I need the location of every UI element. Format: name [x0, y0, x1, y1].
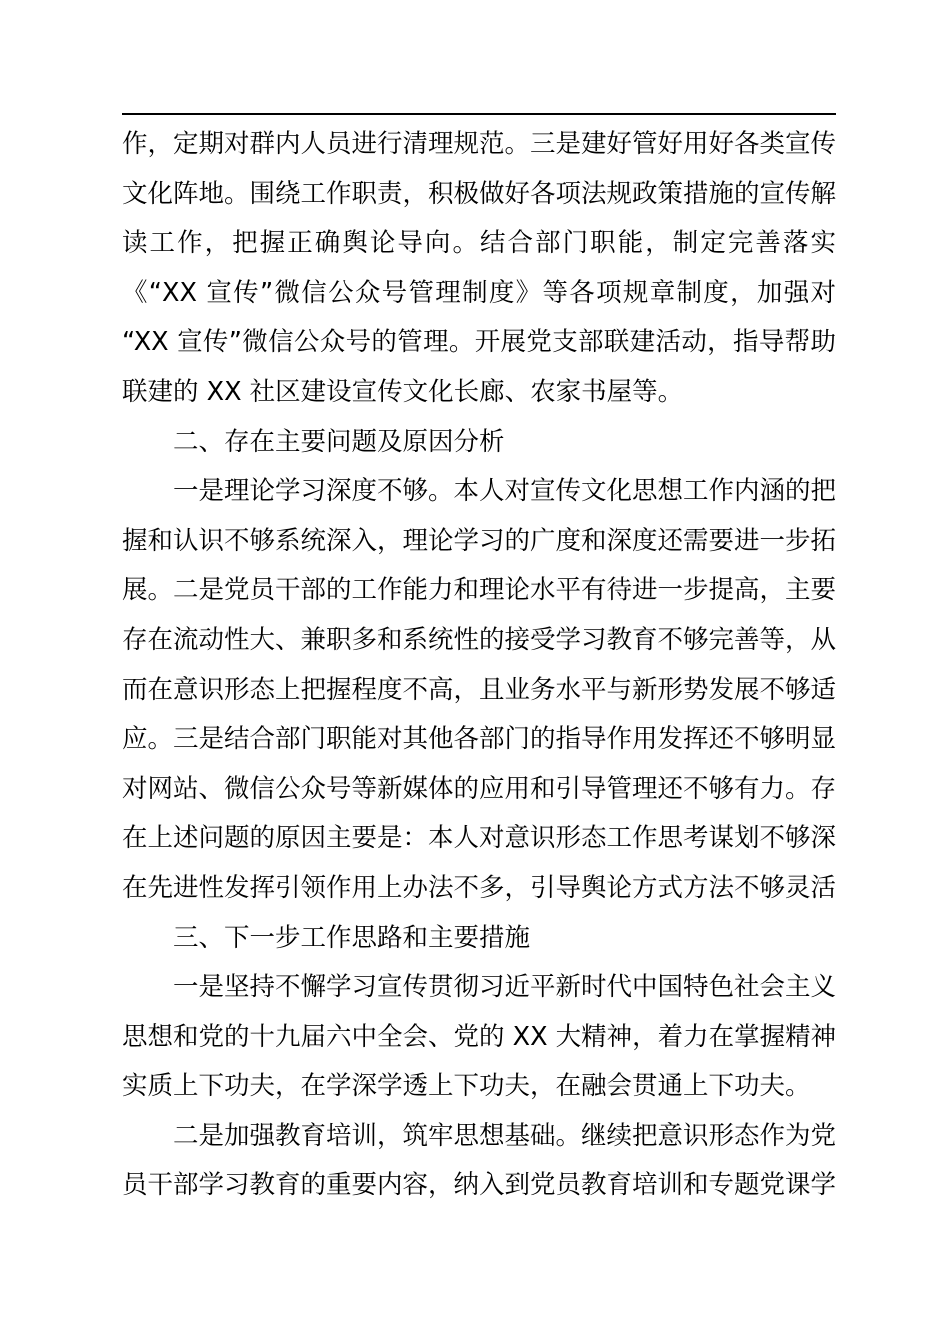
header-rule: [122, 113, 836, 115]
text-line: 展。二是党员干部的工作能力和理论水平有待进一步提高，主要: [122, 575, 836, 606]
text-line: 读工作，把握正确舆论导向。结合部门职能，制定完善落实: [122, 228, 836, 259]
text-line: 一是理论学习深度不够。本人对宣传文化思想工作内涵的把: [173, 476, 836, 507]
text-line: 而在意识形态上把握程度不高，且业务水平与新形势发展不够适: [122, 674, 836, 705]
section-heading-problems: 二、存在主要问题及原因分析: [173, 426, 505, 457]
text-line: 存在流动性大、兼职多和系统性的接受学习教育不够完善等，从: [122, 624, 836, 655]
text-line: 一是坚持不懈学习宣传贯彻习近平新时代中国特色社会主义: [173, 972, 836, 1003]
text-line: 二是加强教育培训，筑牢思想基础。继续把意识形态作为党: [173, 1120, 836, 1151]
body-text: [122, 120, 836, 1211]
text-line: 握和认识不够系统深入，理论学习的广度和深度还需要进一步拓: [122, 525, 836, 556]
section-heading-next-steps: 三、下一步工作思路和主要措施: [173, 922, 531, 953]
text-line: 对网站、微信公众号等新媒体的应用和引导管理还不够有力。存: [122, 773, 836, 804]
text-line: 在上述问题的原因主要是：本人对意识形态工作思考谋划不够深: [122, 823, 836, 854]
text-line: “XX 宣传”微信公众号的管理。开展党支部联建活动，指导帮助: [122, 327, 836, 358]
text-line: 应。三是结合部门职能对其他各部门的指导作用发挥还不够明显: [122, 724, 836, 755]
text-line: 在先进性发挥引领作用上办法不多，引导舆论方式方法不够灵活: [122, 872, 836, 903]
text-line: 实质上下功夫，在学深学透上下功夫，在融会贯通上下功夫。: [122, 1071, 811, 1102]
text-line: 员干部学习教育的重要内容，纳入到党员教育培训和专题党课学: [122, 1170, 836, 1201]
text-line: 《“XX 宣传”微信公众号管理制度》等各项规章制度，加强对: [122, 277, 836, 308]
text-line: 文化阵地。围绕工作职责，积极做好各项法规政策措施的宣传解: [122, 178, 836, 209]
text-line: 思想和党的十九届六中全会、党的 XX 大精神，着力在掌握精神: [122, 1021, 836, 1052]
text-line: 联建的 XX 社区建设宣传文化长廊、农家书屋等。: [122, 376, 684, 407]
text-line: 作，定期对群内人员进行清理规范。三是建好管好用好各类宣传: [122, 129, 836, 159]
